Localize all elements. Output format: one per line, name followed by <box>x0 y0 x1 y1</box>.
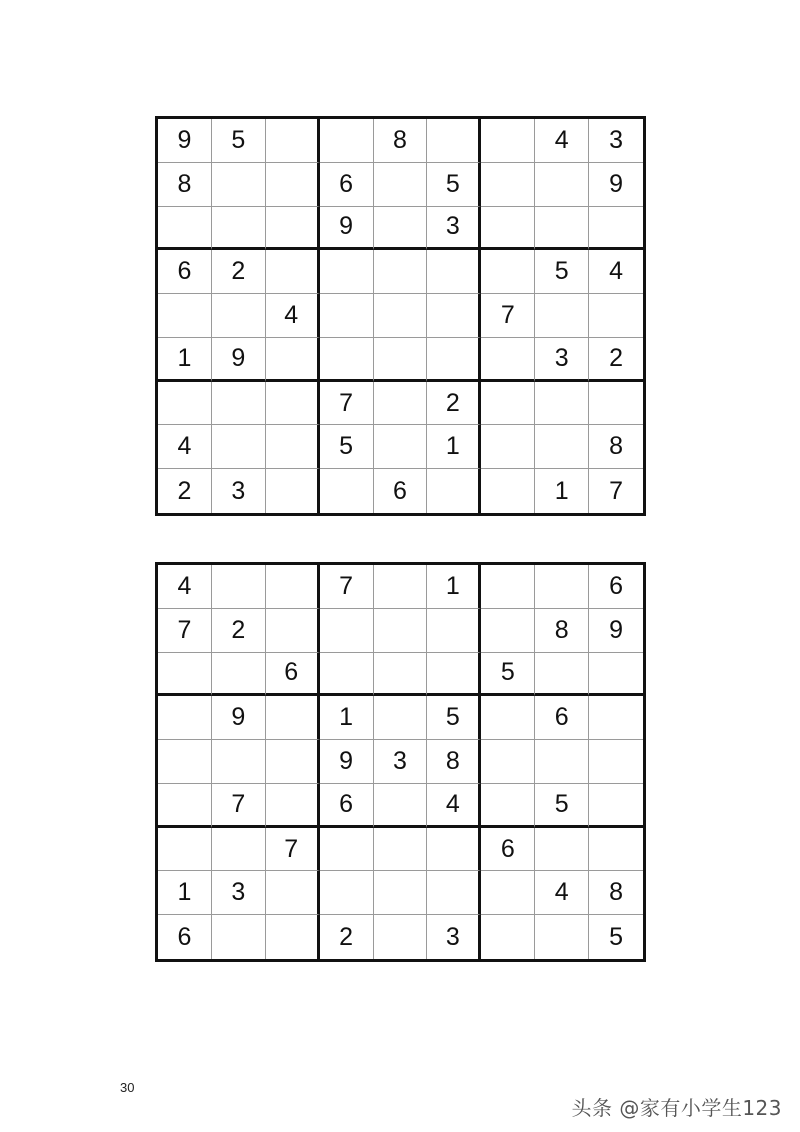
sudoku-cell: 4 <box>535 871 589 915</box>
sudoku-cell <box>427 294 481 338</box>
sudoku-cell <box>266 784 320 828</box>
sudoku-cell <box>320 653 374 697</box>
sudoku-cell: 7 <box>609 476 623 505</box>
sudoku-cell: 9 <box>158 119 212 163</box>
sudoku-cell: 3 <box>427 207 481 251</box>
sudoku-cell <box>535 915 589 959</box>
sudoku-cell <box>589 828 643 872</box>
sudoku-cell <box>535 653 589 697</box>
sudoku-cell <box>212 207 266 251</box>
sudoku-cell <box>266 119 320 163</box>
sudoku-cell <box>374 338 428 382</box>
sudoku-cell <box>481 565 535 609</box>
sudoku-cell <box>374 915 428 959</box>
sudoku-cell <box>535 163 589 207</box>
sudoku-cell <box>535 382 589 426</box>
sudoku-cell: 2 <box>212 250 266 294</box>
sudoku-cell <box>320 250 374 294</box>
sudoku-cell <box>212 294 266 338</box>
sudoku-cell <box>266 609 320 653</box>
sudoku-cell: 6 <box>320 784 374 828</box>
sudoku-cell: 2 <box>212 609 266 653</box>
sudoku-cell: 4 <box>427 784 481 828</box>
sudoku-cell <box>266 469 320 513</box>
watermark: 头条 @家有小学生123 <box>571 1096 782 1120</box>
sudoku-cell <box>481 163 535 207</box>
sudoku-cell: 8 <box>535 609 589 653</box>
sudoku-cell: 5 <box>212 119 266 163</box>
sudoku-cell <box>158 740 212 784</box>
sudoku-cell: 3 <box>427 915 481 959</box>
sudoku-cell <box>481 207 535 251</box>
sudoku-cell: 9 <box>320 740 374 784</box>
sudoku-cell <box>158 207 212 251</box>
sudoku-cell <box>320 294 374 338</box>
sudoku-cell <box>374 425 428 469</box>
sudoku-cell: 2 <box>320 915 374 959</box>
sudoku-cell <box>212 828 266 872</box>
sudoku-cell <box>212 565 266 609</box>
sudoku-cell <box>481 740 535 784</box>
sudoku-cell <box>320 828 374 872</box>
sudoku-cell <box>481 871 535 915</box>
sudoku-cell <box>589 740 643 784</box>
sudoku-cell <box>374 250 428 294</box>
sudoku-cell <box>266 696 320 740</box>
sudoku-cell: 6 <box>589 565 643 609</box>
sudoku-cell: 4 <box>589 250 643 294</box>
sudoku-cell <box>374 828 428 872</box>
sudoku-cell <box>158 653 212 697</box>
sudoku-cell <box>481 609 535 653</box>
sudoku-cell <box>158 696 212 740</box>
sudoku-cell: 2 <box>158 469 212 513</box>
sudoku-cell: 9 <box>320 207 374 251</box>
sudoku-cell: 7 <box>320 382 374 426</box>
sudoku-cell <box>266 250 320 294</box>
sudoku-cell: 8 <box>427 740 481 784</box>
sudoku-cell <box>427 609 481 653</box>
sudoku-cell: 1 <box>158 871 212 915</box>
sudoku-cell <box>535 425 589 469</box>
sudoku-cell: 4 <box>158 565 212 609</box>
sudoku-cell: 6 <box>535 696 589 740</box>
sudoku-cell: 3 <box>535 338 589 382</box>
sudoku-cell <box>535 294 589 338</box>
sudoku-cell <box>374 871 428 915</box>
sudoku-cell <box>212 915 266 959</box>
sudoku-cell <box>374 784 428 828</box>
sudoku-cell: 5 <box>535 784 589 828</box>
sudoku-cell <box>427 469 481 513</box>
sudoku-cell: 5 <box>535 250 589 294</box>
sudoku-cell: 8 <box>589 871 643 915</box>
sudoku-cell: 6 <box>481 828 535 872</box>
sudoku-cell: 2 <box>427 382 481 426</box>
sudoku-cell <box>481 425 535 469</box>
sudoku-cell <box>158 294 212 338</box>
sudoku-cell <box>158 784 212 828</box>
sudoku-cell <box>589 382 643 426</box>
sudoku-cell: 3 <box>212 469 266 513</box>
sudoku-cell <box>481 696 535 740</box>
sudoku-cell <box>320 469 374 513</box>
sudoku-cell <box>481 119 535 163</box>
sudoku-cell <box>589 696 643 740</box>
sudoku-cell: 6 <box>266 653 320 697</box>
sudoku-cell: 7 <box>481 294 535 338</box>
sudoku-cell: 3 <box>589 119 643 163</box>
sudoku-cell <box>212 425 266 469</box>
sudoku-cell <box>427 653 481 697</box>
sudoku-cell <box>427 828 481 872</box>
sudoku-cell: 3 <box>212 871 266 915</box>
sudoku-cell <box>535 207 589 251</box>
sudoku-cell: 4 <box>535 119 589 163</box>
sudoku-cell <box>212 653 266 697</box>
sudoku-cell <box>266 425 320 469</box>
sudoku-cell <box>427 119 481 163</box>
sudoku-cell <box>481 250 535 294</box>
sudoku-cell: 1 <box>427 565 481 609</box>
sudoku-cell: 1 <box>427 425 481 469</box>
sudoku-cell <box>212 740 266 784</box>
sudoku-cell: 2 <box>589 338 643 382</box>
sudoku-cell <box>266 565 320 609</box>
sudoku-cell: 9 <box>589 163 643 207</box>
sudoku-cell: 3 <box>374 740 428 784</box>
sudoku-cell: 5 <box>427 163 481 207</box>
sudoku-cell <box>374 294 428 338</box>
sudoku-cell <box>266 740 320 784</box>
sudoku-cell <box>320 609 374 653</box>
sudoku-cell <box>212 163 266 207</box>
sudoku-cell <box>589 653 643 697</box>
sudoku-cell: 4 <box>266 294 320 338</box>
sudoku-cell: 6 <box>158 915 212 959</box>
sudoku-cell <box>374 207 428 251</box>
sudoku-cell <box>374 653 428 697</box>
sudoku-cell <box>481 915 535 959</box>
sudoku-cell: 6 <box>374 469 428 513</box>
sudoku-cell <box>427 250 481 294</box>
sudoku-cell: 7 <box>266 828 320 872</box>
sudoku-cell: 5 <box>320 425 374 469</box>
sudoku-cell: 8 <box>374 119 428 163</box>
sudoku-cell <box>266 382 320 426</box>
sudoku-grid-2 <box>155 562 646 962</box>
sudoku-cell <box>266 915 320 959</box>
sudoku-cell <box>158 382 212 426</box>
sudoku-cell <box>320 119 374 163</box>
sudoku-grid-1 <box>155 116 646 516</box>
sudoku-cell <box>535 565 589 609</box>
page-number: 30 <box>120 1080 135 1095</box>
sudoku-cell: 9 <box>212 696 266 740</box>
sudoku-cell <box>266 871 320 915</box>
sudoku-cell <box>266 163 320 207</box>
sudoku-cell <box>266 338 320 382</box>
sudoku-cell <box>481 469 535 513</box>
sudoku-cell: 8 <box>158 163 212 207</box>
sudoku-cell: 5 <box>481 653 535 697</box>
sudoku-cell: 9 <box>589 609 643 653</box>
sudoku-cell: 5 <box>609 922 623 951</box>
sudoku-cell <box>374 565 428 609</box>
sudoku-cell <box>535 740 589 784</box>
sudoku-cell: 1 <box>320 696 374 740</box>
sudoku-cell <box>481 382 535 426</box>
sudoku-cell <box>427 338 481 382</box>
sudoku-cell <box>374 382 428 426</box>
sudoku-cell: 6 <box>320 163 374 207</box>
sudoku-cell <box>374 696 428 740</box>
sudoku-cell: 7 <box>212 784 266 828</box>
sudoku-cell: 7 <box>158 609 212 653</box>
sudoku-cell <box>535 828 589 872</box>
sudoku-cell <box>320 338 374 382</box>
sudoku-cell: 9 <box>212 338 266 382</box>
sudoku-cell: 4 <box>158 425 212 469</box>
sudoku-cell <box>481 338 535 382</box>
sudoku-cell: 5 <box>427 696 481 740</box>
sudoku-cell <box>158 828 212 872</box>
sudoku-cell <box>481 784 535 828</box>
sudoku-cell <box>374 163 428 207</box>
sudoku-cell: 1 <box>535 469 589 513</box>
sudoku-cell: 1 <box>158 338 212 382</box>
sudoku-cell <box>589 784 643 828</box>
sudoku-cell: 8 <box>589 425 643 469</box>
sudoku-cell: 6 <box>158 250 212 294</box>
sudoku-cell: 7 <box>320 565 374 609</box>
sudoku-cell <box>589 207 643 251</box>
sudoku-cell <box>320 871 374 915</box>
sudoku-cell <box>212 382 266 426</box>
sudoku-cell <box>374 609 428 653</box>
sudoku-cell <box>266 207 320 251</box>
sudoku-cell <box>427 871 481 915</box>
sudoku-cell <box>589 294 643 338</box>
